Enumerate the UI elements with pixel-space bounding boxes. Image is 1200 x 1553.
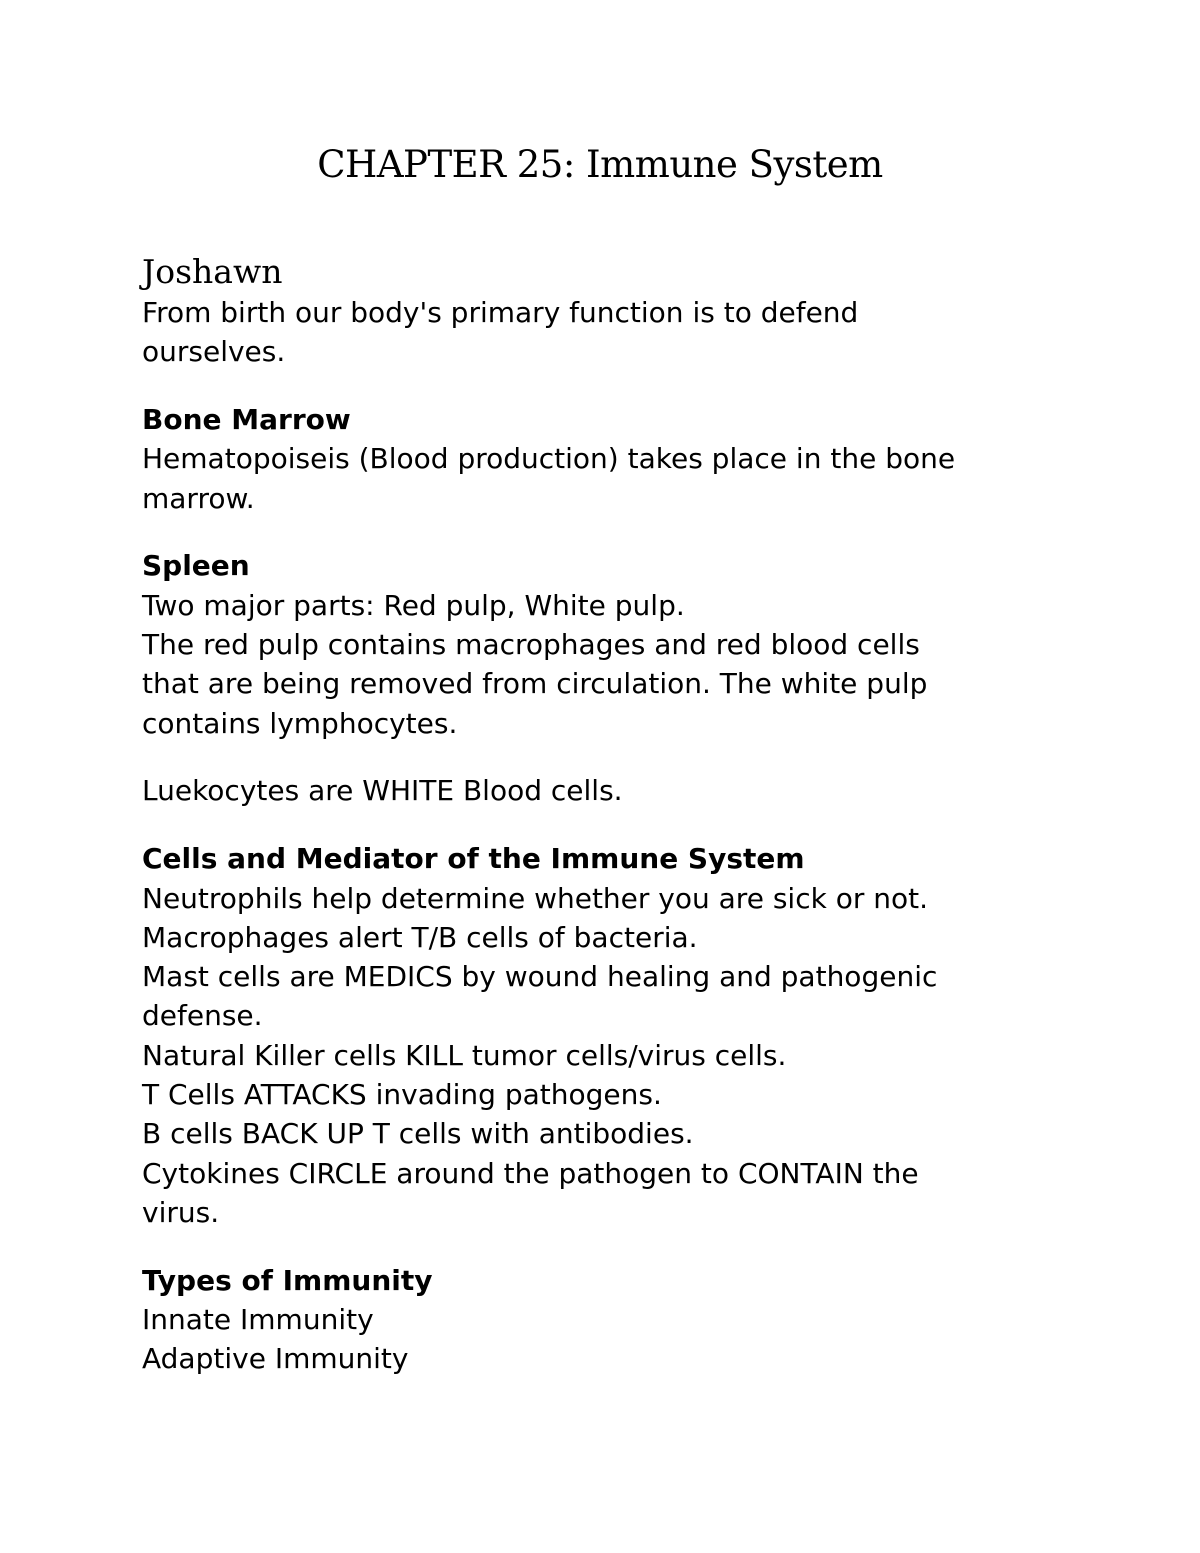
paragraph-gap: [142, 811, 1102, 840]
section-line: The red pulp contains macrophages and red blood cells: [142, 628, 920, 662]
section-line: Natural Killer cells KILL tumor cells/virus cells.: [142, 1038, 787, 1072]
section-line: marrow.: [142, 481, 255, 515]
section-leukocytes: [142, 771, 1102, 810]
section-line: T Cells ATTACKS invading pathogens.: [142, 1078, 662, 1112]
section-line: Macrophages alert T/B cells of bacteria.: [142, 920, 698, 954]
section-line: Cytokines CIRCLE around the pathogen to CONTAIN the: [142, 1156, 919, 1190]
section-line: Adaptive Immunity: [142, 1342, 409, 1376]
section-line: Mast cells are MEDICS by wound healing and pathogenic: [142, 960, 938, 994]
intro-line: From birth our body's primary function is to defend: [142, 296, 859, 329]
section-heading: Cells and Mediator of the Immune System: [142, 842, 805, 876]
section-heading: Types of Immunity: [142, 1263, 433, 1297]
section-line: Two major parts: Red pulp, White pulp.: [142, 588, 685, 622]
section-cells-and-mediators: [142, 839, 1102, 1232]
section-line: B cells BACK UP T cells with antibodies.: [142, 1117, 694, 1151]
intro-line: ourselves.: [142, 335, 286, 369]
section-bone-marrow: [142, 400, 1102, 518]
section-line: contains lymphocytes.: [142, 706, 458, 740]
paragraph-gap: [142, 743, 1102, 772]
section-line: Innate Immunity: [142, 1303, 374, 1337]
section-heading: Bone Marrow: [142, 403, 351, 437]
chapter-title: CHAPTER 25: Immune System: [317, 143, 883, 186]
section-line: virus.: [142, 1195, 220, 1229]
section-line: Hematopoiseis (Blood production) takes place in the bone: [142, 442, 956, 476]
section-line: defense.: [142, 999, 263, 1033]
section-heading: Spleen: [142, 549, 250, 583]
paragraph-gap: [142, 518, 1102, 547]
section-spleen: [142, 546, 1102, 742]
author-name: Joshawn: [142, 252, 283, 291]
section-line: Luekocytes are WHITE Blood cells.: [142, 774, 623, 808]
paragraph-gap: [142, 1232, 1102, 1261]
section-line: that are being removed from circulation. The white pulp: [142, 667, 928, 701]
paragraph-gap: [142, 372, 1102, 401]
document-body: [142, 251, 1102, 1379]
section-line: Neutrophils help determine whether you are sick or not.: [142, 881, 929, 915]
section-types-of-immunity: [142, 1261, 1102, 1379]
